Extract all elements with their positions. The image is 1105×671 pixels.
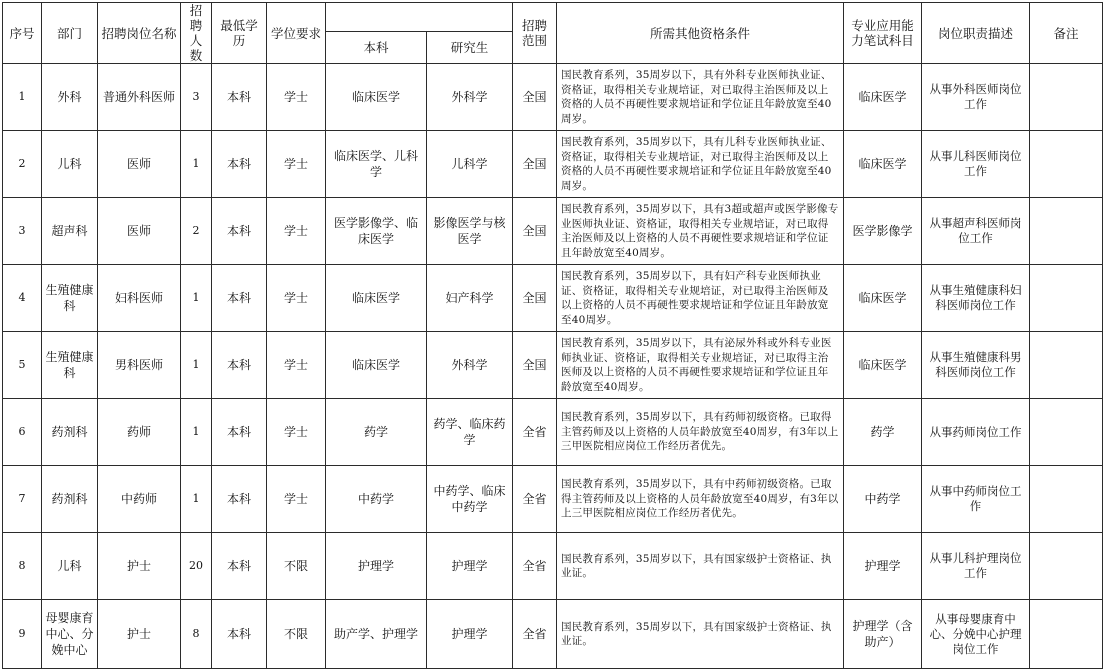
cell-position: 普通外科医师 xyxy=(98,64,181,131)
cell-major-graduate: 外科学 xyxy=(427,332,513,399)
cell-degree: 不限 xyxy=(267,533,326,600)
cell-position: 妇科医师 xyxy=(98,265,181,332)
cell-conditions: 国民教育系列，35周岁以下，具有儿科专业医师执业证、资格证，取得相关专业规培证，对已取得主治医师及以上资格的人员不再硬性要求规培证和学位证且年龄放宽至40周岁。 xyxy=(557,131,844,198)
header-exam: 专业应用能力笔试科目 xyxy=(844,3,922,64)
cell-education: 本科 xyxy=(212,131,267,198)
cell-department: 儿科 xyxy=(42,131,98,198)
header-education: 最低学历 xyxy=(212,3,267,64)
cell-seq: 2 xyxy=(3,131,42,198)
cell-seq: 1 xyxy=(3,64,42,131)
header-major-bachelor: 本科 xyxy=(326,32,427,64)
table-row xyxy=(3,198,1103,265)
cell-position: 护士 xyxy=(98,533,181,600)
cell-education: 本科 xyxy=(212,466,267,533)
cell-exam: 临床医学 xyxy=(844,64,922,131)
cell-conditions: 国民教育系列，35周岁以下，具有妇产科专业医师执业证、资格证，取得相关专业规培证，对已取得主治医师及以上资格的人员不再硬性要求规培证和学位证且年龄放宽至40周岁。 xyxy=(557,265,844,332)
cell-duty: 从事药师岗位工作 xyxy=(922,399,1030,466)
cell-major-bachelor: 助产学、护理学 xyxy=(326,600,427,669)
cell-note xyxy=(1030,600,1103,669)
table-header xyxy=(3,3,1103,64)
cell-major-graduate: 外科学 xyxy=(427,64,513,131)
table-row xyxy=(3,64,1103,131)
cell-note xyxy=(1030,466,1103,533)
cell-note xyxy=(1030,533,1103,600)
table-row xyxy=(3,131,1103,198)
cell-degree: 学士 xyxy=(267,131,326,198)
cell-count: 1 xyxy=(181,399,212,466)
cell-education: 本科 xyxy=(212,533,267,600)
cell-major-bachelor: 药学 xyxy=(326,399,427,466)
recruitment-sheet xyxy=(2,2,1103,669)
cell-duty: 从事母婴康育中心、分娩中心护理岗位工作 xyxy=(922,600,1030,669)
table-body xyxy=(3,64,1103,669)
cell-exam: 护理学（含助产） xyxy=(844,600,922,669)
cell-duty: 从事超声科医师岗位工作 xyxy=(922,198,1030,265)
cell-count: 3 xyxy=(181,64,212,131)
header-conditions: 所需其他资格条件 xyxy=(557,3,844,64)
cell-degree: 学士 xyxy=(267,399,326,466)
cell-degree: 学士 xyxy=(267,332,326,399)
cell-conditions: 国民教育系列，35周岁以下，具有3超或超声或医学影像专业医师执业证、资格证，取得相关专业规培证，对已取得主治医师及以上资格的人员不再硬性要求规培证和学位证且年龄放宽至40周岁。 xyxy=(557,198,844,265)
header-note: 备注 xyxy=(1030,3,1103,64)
cell-degree: 不限 xyxy=(267,600,326,669)
cell-duty: 从事生殖健康科妇科医师岗位工作 xyxy=(922,265,1030,332)
cell-major-bachelor: 临床医学 xyxy=(326,332,427,399)
cell-department: 生殖健康科 xyxy=(42,332,98,399)
cell-scope: 全省 xyxy=(513,533,557,600)
header-major-graduate: 研究生 xyxy=(427,32,513,64)
cell-department: 生殖健康科 xyxy=(42,265,98,332)
cell-scope: 全省 xyxy=(513,600,557,669)
cell-major-graduate: 药学、临床药学 xyxy=(427,399,513,466)
cell-scope: 全国 xyxy=(513,265,557,332)
cell-duty: 从事儿科医师岗位工作 xyxy=(922,131,1030,198)
header-degree: 学位要求 xyxy=(267,3,326,64)
cell-conditions: 国民教育系列，35周岁以下，具有国家级护士资格证、执业证。 xyxy=(557,600,844,669)
cell-position: 医师 xyxy=(98,131,181,198)
cell-seq: 4 xyxy=(3,265,42,332)
cell-note xyxy=(1030,131,1103,198)
table-row xyxy=(3,466,1103,533)
cell-position: 中药师 xyxy=(98,466,181,533)
cell-department: 母婴康育中心、分娩中心 xyxy=(42,600,98,669)
header-scope: 招聘范围 xyxy=(513,3,557,64)
cell-count: 1 xyxy=(181,332,212,399)
cell-department: 外科 xyxy=(42,64,98,131)
cell-exam: 药学 xyxy=(844,399,922,466)
cell-department: 药剂科 xyxy=(42,466,98,533)
cell-conditions: 国民教育系列，35周岁以下，具有药师初级资格。已取得主管药师及以上资格的人员年龄放宽至40周岁，有3年以上三甲医院相应岗位工作经历者优先。 xyxy=(557,399,844,466)
header-seq: 序号 xyxy=(3,3,42,64)
table-row xyxy=(3,399,1103,466)
cell-seq: 6 xyxy=(3,399,42,466)
cell-major-bachelor: 中药学 xyxy=(326,466,427,533)
cell-count: 20 xyxy=(181,533,212,600)
recruitment-table xyxy=(2,2,1103,669)
cell-count: 1 xyxy=(181,131,212,198)
cell-education: 本科 xyxy=(212,399,267,466)
cell-position: 医师 xyxy=(98,198,181,265)
header-position: 招聘岗位名称 xyxy=(98,3,181,64)
cell-major-graduate: 护理学 xyxy=(427,600,513,669)
cell-seq: 5 xyxy=(3,332,42,399)
cell-scope: 全国 xyxy=(513,332,557,399)
cell-count: 1 xyxy=(181,265,212,332)
cell-scope: 全国 xyxy=(513,198,557,265)
cell-department: 超声科 xyxy=(42,198,98,265)
cell-major-bachelor: 临床医学 xyxy=(326,265,427,332)
cell-position: 护士 xyxy=(98,600,181,669)
cell-conditions: 国民教育系列，35周岁以下，具有外科专业医师执业证、资格证，取得相关专业规培证，对已取得主治医师及以上资格的人员不再硬性要求规培证和学位证且年龄放宽至40周岁。 xyxy=(557,64,844,131)
cell-duty: 从事儿科护理岗位工作 xyxy=(922,533,1030,600)
cell-note xyxy=(1030,265,1103,332)
table-row xyxy=(3,332,1103,399)
cell-exam: 护理学 xyxy=(844,533,922,600)
cell-education: 本科 xyxy=(212,265,267,332)
header-department: 部门 xyxy=(42,3,98,64)
cell-duty: 从事中药师岗位工作 xyxy=(922,466,1030,533)
cell-exam: 临床医学 xyxy=(844,332,922,399)
cell-major-graduate: 儿科学 xyxy=(427,131,513,198)
cell-degree: 学士 xyxy=(267,198,326,265)
cell-education: 本科 xyxy=(212,64,267,131)
cell-conditions: 国民教育系列，35周岁以下，具有中药师初级资格。已取得主管药师及以上资格的人员年龄放宽至40周岁，有3年以上三甲医院相应岗位工作经历者优先。 xyxy=(557,466,844,533)
table-row xyxy=(3,533,1103,600)
cell-major-bachelor: 医学影像学、临床医学 xyxy=(326,198,427,265)
cell-position: 药师 xyxy=(98,399,181,466)
cell-scope: 全国 xyxy=(513,131,557,198)
cell-duty: 从事生殖健康科男科医师岗位工作 xyxy=(922,332,1030,399)
header-count: 招聘人数 xyxy=(181,3,212,64)
table-row xyxy=(3,265,1103,332)
cell-conditions: 国民教育系列，35周岁以下，具有泌尿外科或外科专业医师执业证、资格证，取得相关专业规培证，对已取得主治医师及以上资格的人员不再硬性要求规培证和学位证且年龄放宽至40周岁。 xyxy=(557,332,844,399)
cell-major-graduate: 中药学、临床中药学 xyxy=(427,466,513,533)
cell-seq: 8 xyxy=(3,533,42,600)
cell-education: 本科 xyxy=(212,332,267,399)
cell-major-bachelor: 临床医学、儿科学 xyxy=(326,131,427,198)
header-duty: 岗位职责描述 xyxy=(922,3,1030,64)
cell-department: 儿科 xyxy=(42,533,98,600)
cell-education: 本科 xyxy=(212,198,267,265)
cell-count: 8 xyxy=(181,600,212,669)
cell-major-graduate: 护理学 xyxy=(427,533,513,600)
cell-position: 男科医师 xyxy=(98,332,181,399)
cell-count: 2 xyxy=(181,198,212,265)
cell-note xyxy=(1030,332,1103,399)
cell-count: 1 xyxy=(181,466,212,533)
cell-exam: 医学影像学 xyxy=(844,198,922,265)
cell-scope: 全省 xyxy=(513,399,557,466)
cell-note xyxy=(1030,64,1103,131)
cell-exam: 临床医学 xyxy=(844,265,922,332)
cell-major-graduate: 妇产科学 xyxy=(427,265,513,332)
header-major-group xyxy=(326,3,513,32)
cell-scope: 全国 xyxy=(513,64,557,131)
cell-duty: 从事外科医师岗位工作 xyxy=(922,64,1030,131)
cell-note xyxy=(1030,399,1103,466)
table-row xyxy=(3,600,1103,669)
cell-degree: 学士 xyxy=(267,466,326,533)
cell-major-bachelor: 临床医学 xyxy=(326,64,427,131)
cell-degree: 学士 xyxy=(267,265,326,332)
cell-education: 本科 xyxy=(212,600,267,669)
cell-exam: 临床医学 xyxy=(844,131,922,198)
cell-exam: 中药学 xyxy=(844,466,922,533)
cell-seq: 7 xyxy=(3,466,42,533)
cell-seq: 3 xyxy=(3,198,42,265)
cell-degree: 学士 xyxy=(267,64,326,131)
cell-major-graduate: 影像医学与核医学 xyxy=(427,198,513,265)
cell-seq: 9 xyxy=(3,600,42,669)
cell-department: 药剂科 xyxy=(42,399,98,466)
cell-scope: 全省 xyxy=(513,466,557,533)
cell-note xyxy=(1030,198,1103,265)
cell-conditions: 国民教育系列，35周岁以下，具有国家级护士资格证、执业证。 xyxy=(557,533,844,600)
cell-major-bachelor: 护理学 xyxy=(326,533,427,600)
